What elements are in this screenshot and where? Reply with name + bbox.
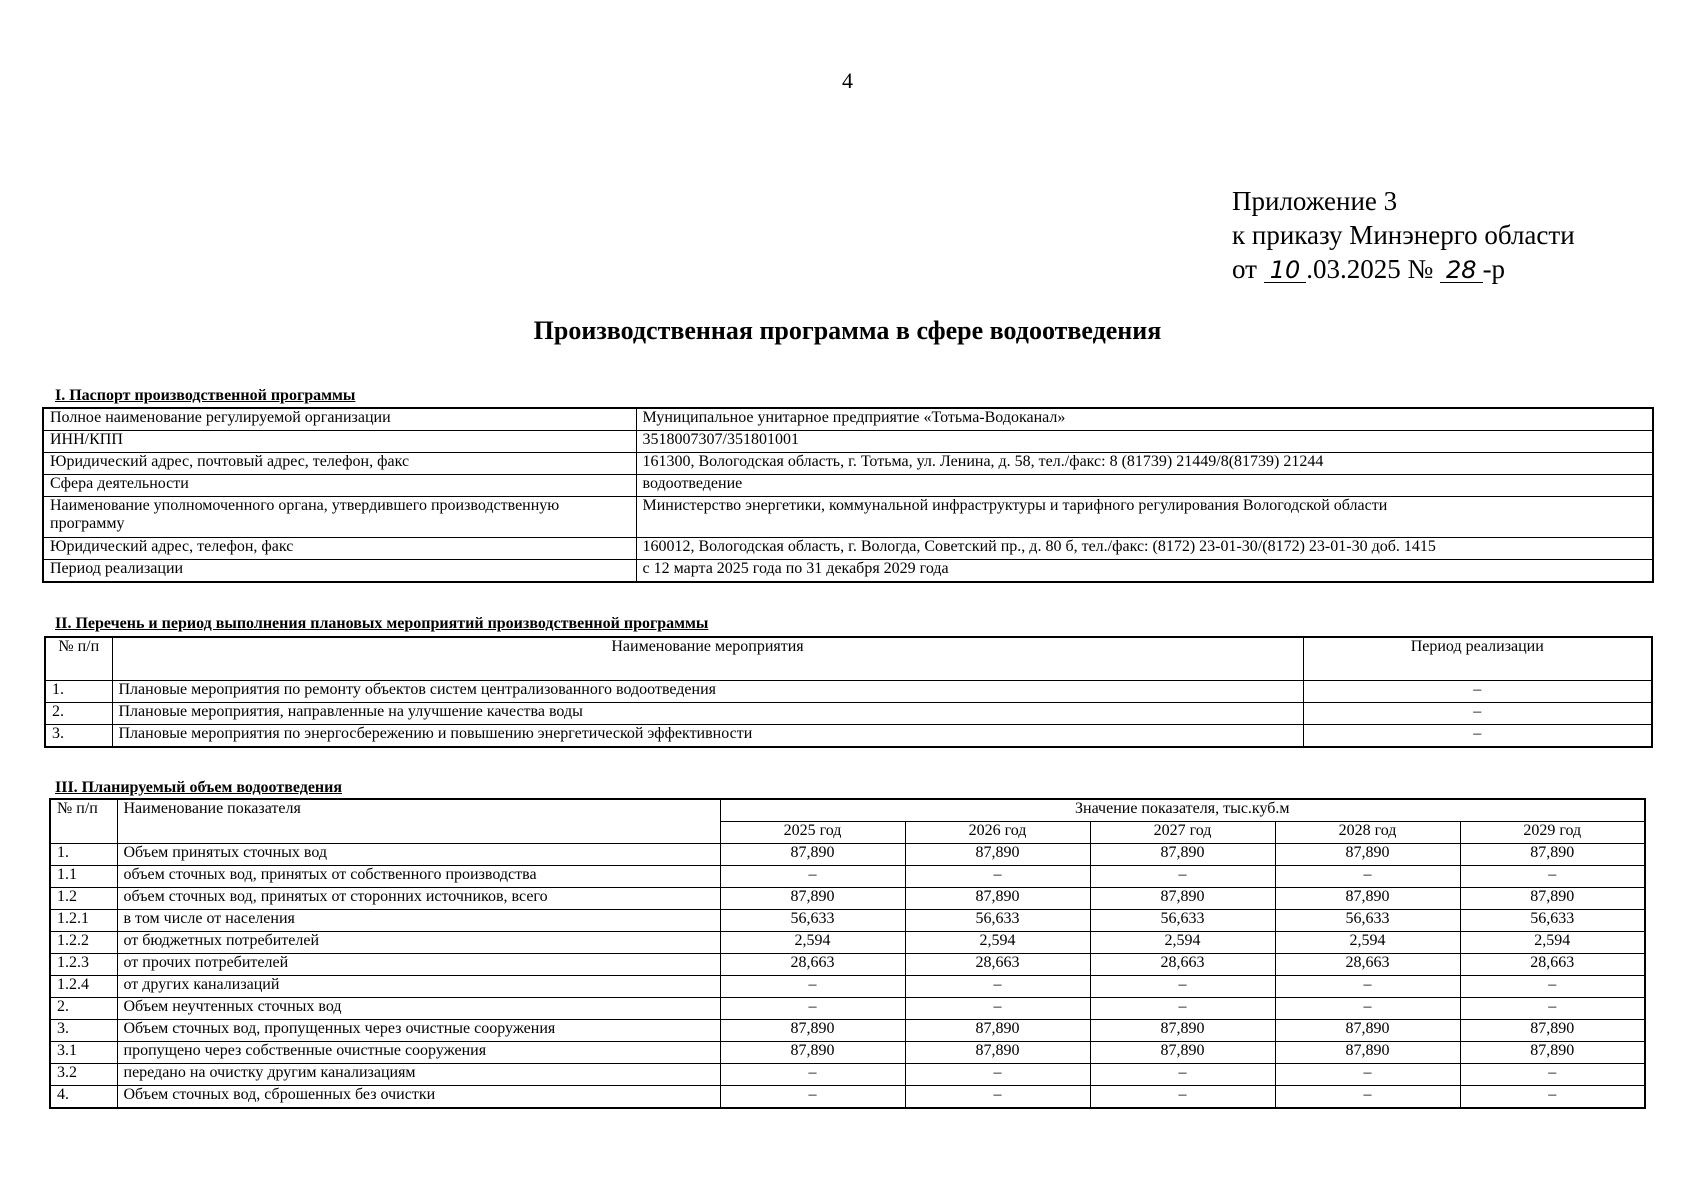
section1-heading: I. Паспорт производственной программы xyxy=(55,387,356,404)
passport-value: 160012, Вологодская область, г. Вологда, Советский пр., д. 80 б, тел./факс: (8172) 23-01-30/(8172) 23-01-30 доб. 1415 xyxy=(636,538,1653,560)
volume-value: 87,890 xyxy=(1460,1042,1645,1064)
section2-heading: II. Перечень и период выполнения плановых мероприятий производственной программы xyxy=(55,615,709,632)
activities-table xyxy=(44,636,1653,748)
activity-period: – xyxy=(1303,725,1652,748)
volume-num: 1. xyxy=(50,844,117,866)
activity-period: – xyxy=(1303,703,1652,725)
volume-value: – xyxy=(1090,866,1275,888)
volume-value: 28,663 xyxy=(720,954,905,976)
volume-value: – xyxy=(720,976,905,998)
volume-value: 87,890 xyxy=(1460,844,1645,866)
activity-num: 2. xyxy=(45,703,112,725)
year-header: 2029 год xyxy=(1460,822,1645,844)
volume-value: 87,890 xyxy=(1090,1020,1275,1042)
year-header: 2026 год xyxy=(905,822,1090,844)
passport-row xyxy=(43,538,1653,560)
volume-value: – xyxy=(720,1064,905,1086)
volume-value: – xyxy=(720,1086,905,1109)
volume-value: 87,890 xyxy=(1275,1042,1460,1064)
volume-indicator: от бюджетных потребителей xyxy=(117,932,720,954)
volume-indicator: Объем неучтенных сточных вод xyxy=(117,998,720,1020)
volume-value: 2,594 xyxy=(1275,932,1460,954)
volume-num: 3.1 xyxy=(50,1042,117,1064)
volume-indicator: объем сточных вод, принятых от собственного производства xyxy=(117,866,720,888)
activity-name: Плановые мероприятия по энергосбережению и повышению энергетической эффективности xyxy=(112,725,1303,748)
volume-value: 56,633 xyxy=(905,910,1090,932)
volume-value: 87,890 xyxy=(720,1042,905,1064)
volume-value: 87,890 xyxy=(720,1020,905,1042)
volume-value: – xyxy=(1090,976,1275,998)
col-value-group-header: Значение показателя, тыс.куб.м xyxy=(720,799,1645,822)
volume-value: 87,890 xyxy=(905,888,1090,910)
volume-indicator: Объем принятых сточных вод xyxy=(117,844,720,866)
volume-value: 56,633 xyxy=(1090,910,1275,932)
volume-indicator: Объем сточных вод, сброшенных без очистки xyxy=(117,1086,720,1109)
volume-indicator: от прочих потребителей xyxy=(117,954,720,976)
volume-value: – xyxy=(905,1064,1090,1086)
volume-value: – xyxy=(905,866,1090,888)
volume-value: 2,594 xyxy=(905,932,1090,954)
volume-value: – xyxy=(1090,998,1275,1020)
order-number-suffix: -р xyxy=(1482,254,1506,284)
volume-row xyxy=(50,888,1645,910)
volume-value: – xyxy=(1090,1064,1275,1086)
activity-name: Плановые мероприятия, направленные на улучшение качества воды xyxy=(112,703,1303,725)
activity-num: 1. xyxy=(45,681,112,703)
volume-value: 87,890 xyxy=(1275,1020,1460,1042)
appendix-block xyxy=(1232,184,1575,286)
volume-indicator: в том числе от населения xyxy=(117,910,720,932)
volume-value: 2,594 xyxy=(1460,932,1645,954)
volume-value: – xyxy=(720,866,905,888)
date-prefix: от xyxy=(1232,254,1257,284)
volume-indicator: передано на очистку другим канализациям xyxy=(117,1064,720,1086)
volume-value: – xyxy=(720,998,905,1020)
volume-value: 87,890 xyxy=(1275,844,1460,866)
volume-row xyxy=(50,910,1645,932)
volume-value: – xyxy=(1275,998,1460,1020)
volume-row xyxy=(50,1042,1645,1064)
volume-value: – xyxy=(1460,998,1645,1020)
volume-value: – xyxy=(1275,1086,1460,1109)
volume-value: 28,663 xyxy=(1460,954,1645,976)
volume-value: 87,890 xyxy=(1460,888,1645,910)
volume-row xyxy=(50,932,1645,954)
passport-row xyxy=(43,560,1653,583)
volume-value: 87,890 xyxy=(1090,1042,1275,1064)
date-rest: .03.2025 № xyxy=(1306,254,1434,284)
volume-value: 87,890 xyxy=(1090,844,1275,866)
volume-row xyxy=(50,844,1645,866)
volume-value: – xyxy=(1275,1064,1460,1086)
passport-value: водоотведение xyxy=(636,475,1653,497)
volume-value: 87,890 xyxy=(905,1042,1090,1064)
passport-label: Сфера деятельности xyxy=(43,475,636,497)
volume-row xyxy=(50,1086,1645,1109)
volume-value: 56,633 xyxy=(1275,910,1460,932)
col-name-header: Наименование мероприятия xyxy=(112,637,1303,681)
volume-value: – xyxy=(1275,866,1460,888)
year-header: 2028 год xyxy=(1275,822,1460,844)
volume-row xyxy=(50,866,1645,888)
volume-value: – xyxy=(905,1086,1090,1109)
appendix-line2: к приказу Минэнерго области xyxy=(1232,220,1575,250)
volume-num: 1.2.2 xyxy=(50,932,117,954)
volume-value: 87,890 xyxy=(1090,888,1275,910)
volume-value: – xyxy=(1090,1086,1275,1109)
activity-row xyxy=(45,725,1652,748)
volume-num: 3.2 xyxy=(50,1064,117,1086)
volume-value: 28,663 xyxy=(1275,954,1460,976)
activity-period: – xyxy=(1303,681,1652,703)
date-day: 10 xyxy=(1264,258,1307,283)
volume-value: 2,594 xyxy=(720,932,905,954)
page-number: 4 xyxy=(842,68,853,93)
volume-value: 87,890 xyxy=(720,844,905,866)
volume-indicator: от других канализаций xyxy=(117,976,720,998)
volume-value: 87,890 xyxy=(905,844,1090,866)
activity-num: 3. xyxy=(45,725,112,748)
volume-num: 3. xyxy=(50,1020,117,1042)
volume-value: – xyxy=(1460,976,1645,998)
passport-table xyxy=(42,407,1654,583)
volume-num: 1.1 xyxy=(50,866,117,888)
volume-value: 56,633 xyxy=(1460,910,1645,932)
passport-value: 161300, Вологодская область, г. Тотьма, ул. Ленина, д. 58, тел./факс: 8 (81739) 21449/8(81739) 21244 xyxy=(636,453,1653,475)
volume-value: – xyxy=(1460,866,1645,888)
appendix-line1: Приложение 3 xyxy=(1232,186,1398,216)
passport-row xyxy=(43,475,1653,497)
activity-row xyxy=(45,703,1652,725)
activity-row xyxy=(45,681,1652,703)
passport-label: Полное наименование регулируемой организации xyxy=(43,408,636,431)
passport-value: Министерство энергетики, коммунальной инфраструктуры и тарифного регулирования Вологодской области xyxy=(636,497,1653,538)
col-num-header: № п/п xyxy=(45,637,112,681)
passport-row xyxy=(43,453,1653,475)
col-indicator-header: Наименование показателя xyxy=(117,799,720,844)
volume-value: – xyxy=(905,976,1090,998)
col-period-header: Период реализации xyxy=(1303,637,1652,681)
year-header: 2025 год xyxy=(720,822,905,844)
passport-row xyxy=(43,497,1653,538)
appendix-date-line xyxy=(1232,252,1575,286)
passport-row xyxy=(43,408,1653,431)
volume-value: 87,890 xyxy=(1460,1020,1645,1042)
passport-row xyxy=(43,431,1653,453)
volume-indicator: объем сточных вод, принятых от сторонних источников, всего xyxy=(117,888,720,910)
passport-label: ИНН/КПП xyxy=(43,431,636,453)
volume-num: 1.2.3 xyxy=(50,954,117,976)
order-number: 28 xyxy=(1440,258,1483,283)
volume-num: 1.2.4 xyxy=(50,976,117,998)
volume-value: 87,890 xyxy=(720,888,905,910)
volume-num: 2. xyxy=(50,998,117,1020)
volume-value: – xyxy=(905,998,1090,1020)
volume-row xyxy=(50,998,1645,1020)
volume-value: 28,663 xyxy=(905,954,1090,976)
volume-value: 56,633 xyxy=(720,910,905,932)
volume-value: – xyxy=(1275,976,1460,998)
volume-table xyxy=(49,798,1646,1109)
passport-label: Период реализации xyxy=(43,560,636,583)
volume-num: 4. xyxy=(50,1086,117,1109)
volume-row xyxy=(50,976,1645,998)
volume-indicator: Объем сточных вод, пропущенных через очистные сооружения xyxy=(117,1020,720,1042)
passport-value: 3518007307/351801001 xyxy=(636,431,1653,453)
volume-row xyxy=(50,1020,1645,1042)
passport-label: Юридический адрес, почтовый адрес, телефон, факс xyxy=(43,453,636,475)
volume-row xyxy=(50,1064,1645,1086)
volume-value: 87,890 xyxy=(1275,888,1460,910)
passport-label: Наименование уполномоченного органа, утвердившего производственную программу xyxy=(43,497,636,538)
volume-value: – xyxy=(1460,1064,1645,1086)
volume-num: 1.2.1 xyxy=(50,910,117,932)
document-title: Производственная программа в сфере водоотведения xyxy=(533,316,1162,345)
activity-name: Плановые мероприятия по ремонту объектов систем централизованного водоотведения xyxy=(112,681,1303,703)
passport-value: Муниципальное унитарное предприятие «Тотьма-Водоканал» xyxy=(636,408,1653,431)
volume-indicator: пропущено через собственные очистные сооружения xyxy=(117,1042,720,1064)
volume-num: 1.2 xyxy=(50,888,117,910)
passport-label: Юридический адрес, телефон, факс xyxy=(43,538,636,560)
col-num-header: № п/п xyxy=(50,799,117,844)
volume-value: 2,594 xyxy=(1090,932,1275,954)
passport-value: с 12 марта 2025 года по 31 декабря 2029 года xyxy=(636,560,1653,583)
volume-value: – xyxy=(1460,1086,1645,1109)
volume-row xyxy=(50,954,1645,976)
year-header: 2027 год xyxy=(1090,822,1275,844)
volume-value: 87,890 xyxy=(905,1020,1090,1042)
volume-value: 28,663 xyxy=(1090,954,1275,976)
section3-heading: III. Планируемый объем водоотведения xyxy=(55,779,343,796)
